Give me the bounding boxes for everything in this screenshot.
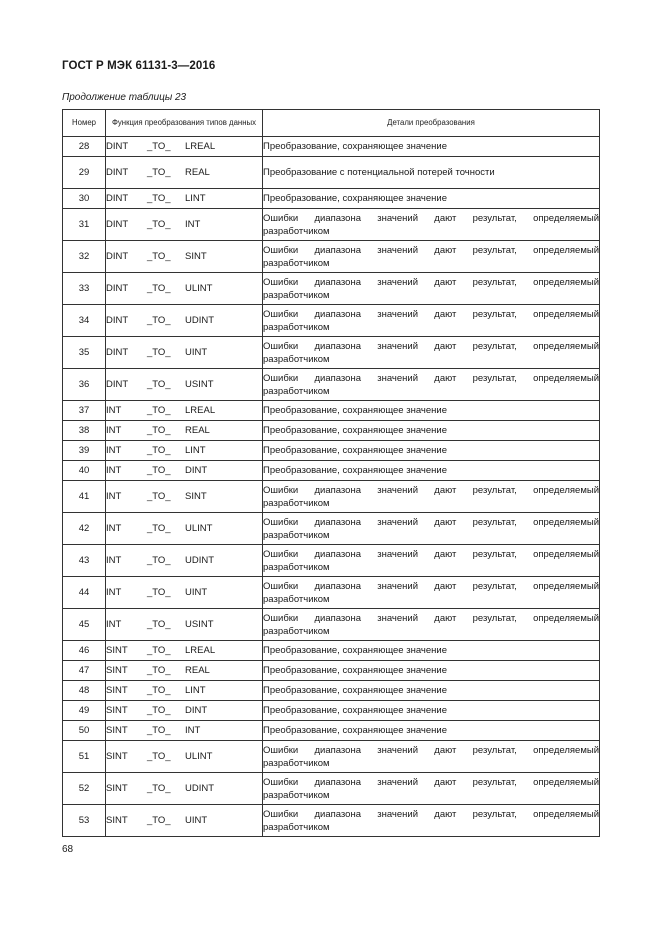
- source-type: INT: [106, 587, 122, 598]
- to-keyword: _TO_: [147, 523, 171, 534]
- source-type: SINT: [106, 685, 128, 696]
- table-row: [63, 157, 600, 189]
- row-number: 28: [63, 137, 106, 157]
- conversion-details: Преобразование с потенциальной потерей точности: [263, 157, 600, 189]
- table-row: [63, 421, 600, 441]
- source-type: INT: [106, 491, 122, 502]
- row-number: 52: [63, 773, 106, 805]
- row-number: 37: [63, 401, 106, 421]
- table-row: [63, 337, 600, 369]
- to-keyword: _TO_: [147, 619, 171, 630]
- conversion-details: Ошибки диапазона значений дают результат, определяемый разработчиком: [263, 305, 600, 337]
- row-number: 48: [63, 681, 106, 701]
- source-type: SINT: [106, 725, 128, 736]
- row-number: 31: [63, 209, 106, 241]
- conversion-function: [106, 481, 263, 513]
- row-number: 40: [63, 461, 106, 481]
- conversion-details: Преобразование, сохраняющее значение: [263, 681, 600, 701]
- page-number: 68: [62, 844, 74, 855]
- conversion-function: [106, 681, 263, 701]
- target-type: UDINT: [185, 315, 215, 326]
- table-row: [63, 189, 600, 209]
- conversion-function: [106, 741, 263, 773]
- source-type: INT: [106, 445, 122, 456]
- to-keyword: _TO_: [147, 347, 171, 358]
- column-header-number: Номер: [63, 110, 106, 137]
- target-type: LINT: [185, 685, 206, 696]
- table-row: [63, 721, 600, 741]
- target-type: USINT: [185, 619, 214, 630]
- table-row: [63, 545, 600, 577]
- conversion-details: Ошибки диапазона значений дают результат, определяемый разработчиком: [263, 513, 600, 545]
- source-type: DINT: [106, 141, 129, 152]
- to-keyword: _TO_: [147, 645, 171, 656]
- source-type: SINT: [106, 645, 128, 656]
- table-row: [63, 461, 600, 481]
- row-number: 49: [63, 701, 106, 721]
- target-type: REAL: [185, 425, 210, 436]
- row-number: 39: [63, 441, 106, 461]
- row-number: 45: [63, 609, 106, 641]
- conversion-function: [106, 805, 263, 837]
- conversion-function: [106, 337, 263, 369]
- conversion-details: Ошибки диапазона значений дают результат, определяемый разработчиком: [263, 545, 600, 577]
- row-number: 29: [63, 157, 106, 189]
- source-type: INT: [106, 555, 122, 566]
- source-type: SINT: [106, 665, 128, 676]
- target-type: LREAL: [185, 405, 216, 416]
- table-row: [63, 441, 600, 461]
- table-caption: Продолжение таблицы 23: [62, 92, 187, 103]
- row-number: 43: [63, 545, 106, 577]
- table-row: [63, 701, 600, 721]
- target-type: LREAL: [185, 645, 216, 656]
- source-type: DINT: [106, 167, 129, 178]
- conversion-details: Преобразование, сохраняющее значение: [263, 641, 600, 661]
- conversion-details: Ошибки диапазона значений дают результат, определяемый разработчиком: [263, 241, 600, 273]
- source-type: INT: [106, 523, 122, 534]
- target-type: REAL: [185, 665, 210, 676]
- row-number: 53: [63, 805, 106, 837]
- to-keyword: _TO_: [147, 491, 171, 502]
- table-row: [63, 305, 600, 337]
- row-number: 42: [63, 513, 106, 545]
- row-number: 32: [63, 241, 106, 273]
- target-type: ULINT: [185, 751, 213, 762]
- to-keyword: _TO_: [147, 141, 171, 152]
- source-type: DINT: [106, 347, 129, 358]
- conversion-function: [106, 441, 263, 461]
- conversion-function: [106, 721, 263, 741]
- row-number: 47: [63, 661, 106, 681]
- conversion-function: [106, 513, 263, 545]
- row-number: 33: [63, 273, 106, 305]
- table-row: [63, 681, 600, 701]
- to-keyword: _TO_: [147, 783, 171, 794]
- conversion-details: Ошибки диапазона значений дают результат, определяемый разработчиком: [263, 337, 600, 369]
- target-type: ULINT: [185, 523, 213, 534]
- source-type: SINT: [106, 705, 128, 716]
- conversion-details: Ошибки диапазона значений дают результат, определяемый разработчиком: [263, 609, 600, 641]
- to-keyword: _TO_: [147, 725, 171, 736]
- target-type: DINT: [185, 705, 208, 716]
- conversion-details: Преобразование, сохраняющее значение: [263, 721, 600, 741]
- conversion-function: [106, 157, 263, 189]
- to-keyword: _TO_: [147, 425, 171, 436]
- row-number: 41: [63, 481, 106, 513]
- target-type: UINT: [185, 587, 208, 598]
- to-keyword: _TO_: [147, 705, 171, 716]
- conversion-function: [106, 241, 263, 273]
- conversion-details: Ошибки диапазона значений дают результат, определяемый разработчиком: [263, 773, 600, 805]
- conversion-details: Ошибки диапазона значений дают результат, определяемый разработчиком: [263, 741, 600, 773]
- target-type: INT: [185, 725, 201, 736]
- to-keyword: _TO_: [147, 445, 171, 456]
- target-type: INT: [185, 219, 201, 230]
- table-header-row: [63, 110, 600, 137]
- conversion-details: Преобразование, сохраняющее значение: [263, 421, 600, 441]
- table-row: [63, 773, 600, 805]
- to-keyword: _TO_: [147, 315, 171, 326]
- conversion-details: Ошибки диапазона значений дают результат, определяемый разработчиком: [263, 577, 600, 609]
- target-type: UINT: [185, 815, 208, 826]
- conversion-details: Преобразование, сохраняющее значение: [263, 401, 600, 421]
- conversion-function: [106, 461, 263, 481]
- conversion-function: [106, 401, 263, 421]
- conversion-details: Преобразование, сохраняющее значение: [263, 701, 600, 721]
- conversion-function: [106, 773, 263, 805]
- to-keyword: _TO_: [147, 193, 171, 204]
- conversion-function: [106, 577, 263, 609]
- row-number: 44: [63, 577, 106, 609]
- conversion-function: [106, 209, 263, 241]
- target-type: LINT: [185, 445, 206, 456]
- source-type: SINT: [106, 751, 128, 762]
- to-keyword: _TO_: [147, 251, 171, 262]
- table-row: [63, 369, 600, 401]
- source-type: SINT: [106, 815, 128, 826]
- row-number: 46: [63, 641, 106, 661]
- to-keyword: _TO_: [147, 465, 171, 476]
- column-header-details: Детали преобразования: [263, 110, 600, 137]
- target-type: DINT: [185, 465, 208, 476]
- table-row: [63, 805, 600, 837]
- source-type: INT: [106, 465, 122, 476]
- table-row: [63, 137, 600, 157]
- source-type: DINT: [106, 379, 129, 390]
- row-number: 36: [63, 369, 106, 401]
- conversion-function: [106, 273, 263, 305]
- row-number: 30: [63, 189, 106, 209]
- row-number: 50: [63, 721, 106, 741]
- conversion-details: Преобразование, сохраняющее значение: [263, 137, 600, 157]
- source-type: INT: [106, 619, 122, 630]
- conversion-details: Преобразование, сохраняющее значение: [263, 189, 600, 209]
- source-type: DINT: [106, 251, 129, 262]
- table-row: [63, 661, 600, 681]
- row-number: 34: [63, 305, 106, 337]
- to-keyword: _TO_: [147, 405, 171, 416]
- source-type: DINT: [106, 219, 129, 230]
- to-keyword: _TO_: [147, 685, 171, 696]
- conversion-table: [62, 109, 600, 837]
- table-body: [63, 137, 600, 837]
- table-row: [63, 641, 600, 661]
- conversion-details: Ошибки диапазона значений дают результат, определяемый разработчиком: [263, 805, 600, 837]
- conversion-function: [106, 641, 263, 661]
- conversion-function: [106, 189, 263, 209]
- to-keyword: _TO_: [147, 167, 171, 178]
- target-type: UDINT: [185, 783, 215, 794]
- table-row: [63, 481, 600, 513]
- conversion-function: [106, 701, 263, 721]
- conversion-function: [106, 421, 263, 441]
- column-header-function: Функция преобразования типов данных: [106, 110, 263, 137]
- target-type: SINT: [185, 491, 207, 502]
- to-keyword: _TO_: [147, 379, 171, 390]
- conversion-function: [106, 137, 263, 157]
- conversion-details: Ошибки диапазона значений дают результат, определяемый разработчиком: [263, 273, 600, 305]
- source-type: INT: [106, 425, 122, 436]
- target-type: USINT: [185, 379, 214, 390]
- conversion-function: [106, 305, 263, 337]
- table-row: [63, 609, 600, 641]
- table-row: [63, 273, 600, 305]
- conversion-function: [106, 545, 263, 577]
- to-keyword: _TO_: [147, 815, 171, 826]
- table-row: [63, 401, 600, 421]
- to-keyword: _TO_: [147, 555, 171, 566]
- target-type: UINT: [185, 347, 208, 358]
- table-row: [63, 513, 600, 545]
- conversion-function: [106, 609, 263, 641]
- conversion-details: Ошибки диапазона значений дают результат, определяемый разработчиком: [263, 481, 600, 513]
- table-row: [63, 577, 600, 609]
- conversion-function: [106, 369, 263, 401]
- table-row: [63, 741, 600, 773]
- row-number: 35: [63, 337, 106, 369]
- to-keyword: _TO_: [147, 587, 171, 598]
- to-keyword: _TO_: [147, 283, 171, 294]
- to-keyword: _TO_: [147, 751, 171, 762]
- conversion-details: Ошибки диапазона значений дают результат, определяемый разработчиком: [263, 209, 600, 241]
- source-type: SINT: [106, 783, 128, 794]
- target-type: SINT: [185, 251, 207, 262]
- target-type: ULINT: [185, 283, 213, 294]
- source-type: DINT: [106, 315, 129, 326]
- conversion-details: Преобразование, сохраняющее значение: [263, 441, 600, 461]
- document-header: ГОСТ Р МЭК 61131-3—2016: [62, 60, 216, 72]
- source-type: DINT: [106, 283, 129, 294]
- to-keyword: _TO_: [147, 665, 171, 676]
- source-type: INT: [106, 405, 122, 416]
- conversion-details: Преобразование, сохраняющее значение: [263, 461, 600, 481]
- conversion-details: Преобразование, сохраняющее значение: [263, 661, 600, 681]
- target-type: REAL: [185, 167, 210, 178]
- target-type: LREAL: [185, 141, 216, 152]
- target-type: UDINT: [185, 555, 215, 566]
- target-type: LINT: [185, 193, 206, 204]
- conversion-details: Ошибки диапазона значений дают результат, определяемый разработчиком: [263, 369, 600, 401]
- source-type: DINT: [106, 193, 129, 204]
- to-keyword: _TO_: [147, 219, 171, 230]
- table-row: [63, 241, 600, 273]
- row-number: 51: [63, 741, 106, 773]
- table-row: [63, 209, 600, 241]
- row-number: 38: [63, 421, 106, 441]
- conversion-function: [106, 661, 263, 681]
